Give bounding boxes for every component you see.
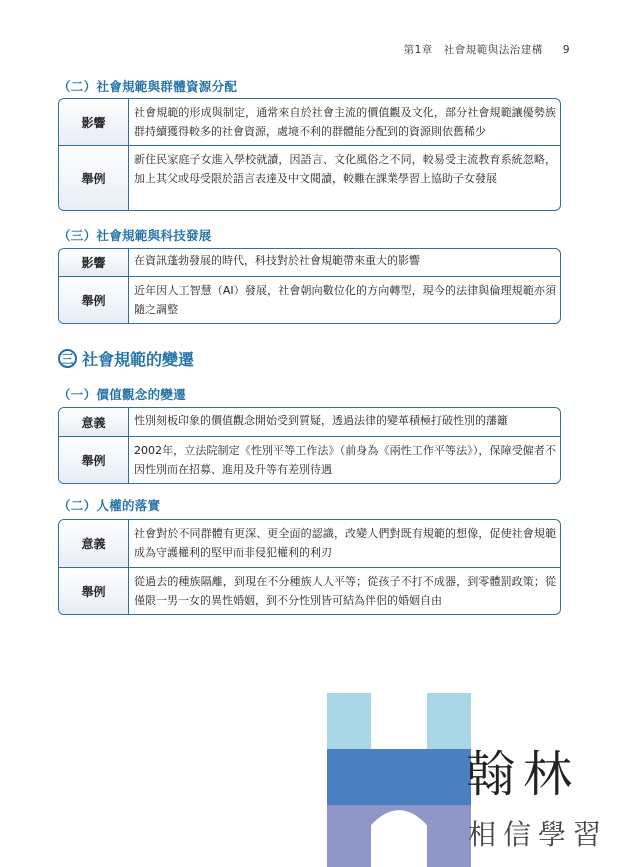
running-head [404, 42, 570, 57]
section-title: 社會規範的變遷 [82, 350, 195, 369]
page-number: 9 [562, 44, 570, 56]
subsection-title-values: （一）價值觀念的變遷 [58, 387, 187, 402]
row-label: 意義 [59, 408, 129, 436]
row-text: 社會規範的形成與制定，通常來自於社會主流的價值觀及文化，部分社會規範讓優勢族群持續獲得較多的社會資源，處境不利的群體能分配到的資源則依舊稀少 [134, 106, 556, 138]
row-text: 2002年，立法院制定《性別平等工作法》（前身為《兩性工作平等法》），保障受僱者不因性別而在招募、進用及升等有差別待遇 [134, 444, 556, 476]
section-number-circle: 三 [58, 349, 77, 368]
table-row [59, 99, 560, 145]
table-human-rights [58, 519, 561, 615]
row-text: 在資訊蓬勃發展的時代，科技對於社會規範帶來重大的影響 [134, 254, 420, 267]
row-text: 性別刻板印象的價值觀念開始受到質疑，透過法律的變革積極打破性別的藩籬 [134, 414, 508, 427]
row-label: 舉例 [59, 146, 129, 210]
table-row [59, 567, 560, 614]
chapter-title: 第1章 社會規範與法治建構 [403, 44, 543, 56]
row-label: 意義 [59, 520, 129, 567]
table-row [59, 145, 560, 210]
table-row [59, 276, 560, 323]
table-row [59, 249, 560, 276]
table-technology [58, 248, 561, 324]
row-text: 從過去的種族隔離，到現在不分種族人人平等；從孩子不打不成器，到零體罰政策；從僅限一男一女的異性婚姻，到不分性別皆可結為伴侶的婚姻自由 [134, 575, 556, 607]
table-values [58, 407, 561, 484]
row-label: 舉例 [59, 277, 129, 323]
row-label: 舉例 [59, 437, 129, 483]
subsection-title-technology: （三）社會規範與科技發展 [58, 228, 212, 243]
publisher-logo-tagline: 相信學習 [468, 818, 609, 851]
table-row [59, 520, 560, 567]
row-text: 近年因人工智慧（AI）發展，社會朝向數位化的方向轉型，現今的法律與倫理規範亦須隨之調整 [134, 284, 556, 316]
subsection-title-human-rights: （二）人權的落實 [58, 498, 161, 513]
row-label: 影響 [59, 99, 129, 145]
row-label: 影響 [59, 249, 129, 276]
table-row [59, 436, 560, 483]
section-heading [58, 347, 194, 370]
row-text: 新住民家庭子女進入學校就讀，因語言、文化風俗之不同，較易受主流教育系統忽略，加上其父或母受限於語言表達及中文閱讀，較難在課業學習上協助子女發展 [134, 153, 556, 185]
publisher-logo-name: 翰林 [466, 746, 581, 803]
table-row [59, 408, 560, 436]
row-label: 舉例 [59, 568, 129, 614]
subsection-title-resource: （二）社會規範與群體資源分配 [58, 79, 238, 94]
table-resource-distribution [58, 98, 561, 211]
row-text: 社會對於不同群體有更深、更全面的認識，改變人們對既有規範的想像，促使社會規範成為守護權利的堅甲而非侵犯權利的利刃 [134, 527, 556, 559]
